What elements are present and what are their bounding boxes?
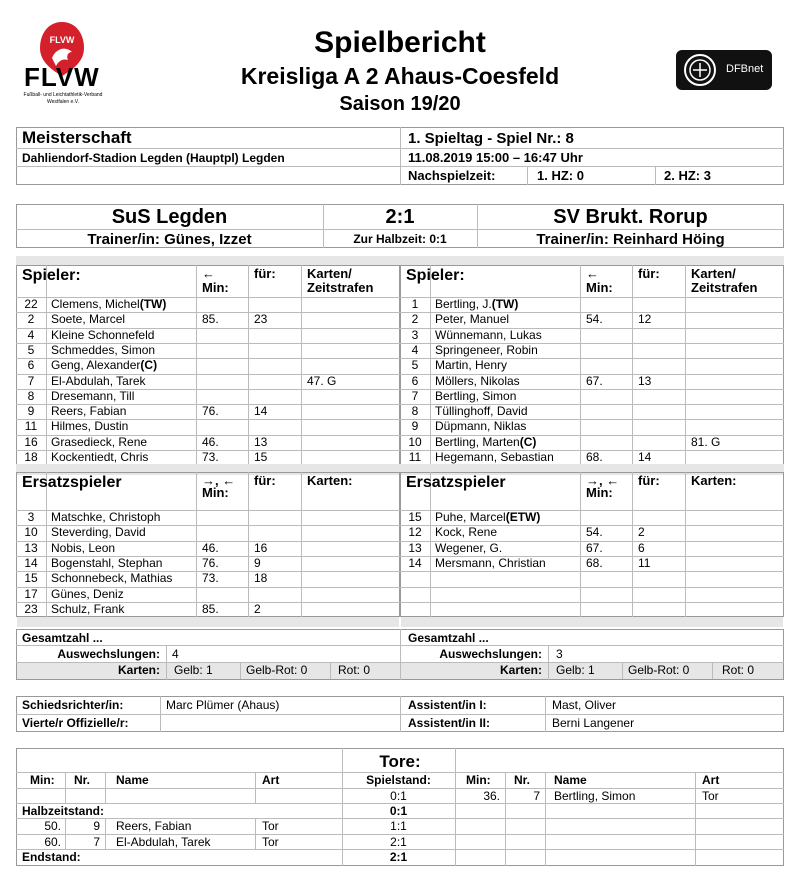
player-number: 23: [24, 601, 38, 616]
away-subs-heading: Ersatzspieler: [406, 474, 506, 491]
player-name: Matschke, Christoph: [51, 510, 161, 524]
player-name: Mersmann, Christian: [435, 555, 546, 570]
player-name-cell: [435, 389, 516, 404]
home-total-label: Gesamtzahl ...: [22, 631, 103, 645]
player-name-cell: [435, 297, 518, 312]
player-name: Puhe, Marcel: [435, 510, 506, 524]
card-entry: 47. G: [307, 373, 337, 388]
player-name: Bertling, Simon: [435, 388, 517, 403]
away-players-heading: Spieler:: [406, 267, 465, 284]
player-role-tag: (TW): [139, 297, 167, 311]
home-goal-nr: 7: [93, 835, 100, 849]
home-cards-label: Karten:: [117, 663, 160, 677]
player-name: Wegener, G.: [435, 540, 503, 555]
home-subs-label: Auswechslungen:: [57, 647, 160, 661]
player-number: 13: [408, 540, 422, 555]
player-name: Nobis, Leon: [51, 540, 116, 555]
player-number: 6: [27, 358, 35, 373]
substitution-minute: 68.: [586, 555, 603, 570]
player-name: Reers, Fabian: [51, 404, 127, 419]
player-name: Kleine Schonnefeld: [51, 327, 155, 342]
substituted-for: 18: [254, 571, 268, 586]
player-name: Kock, Rene: [435, 525, 498, 540]
dfbnet-logo-text: DFBnet: [726, 63, 764, 75]
home-goal-min: 60.: [44, 835, 61, 849]
away-for-header: für:: [638, 473, 660, 488]
stoppage-label: Nachspielzeit:: [408, 168, 496, 183]
competition: Meisterschaft: [22, 128, 132, 147]
home-cards-subheader: Zeitstrafen: [307, 280, 374, 295]
player-name-cell: [435, 404, 528, 419]
final-score: 2:1: [385, 206, 415, 228]
fourth-official-label: Vierte/r Offizielle/r:: [22, 716, 129, 730]
goal-col-nr: Nr.: [74, 773, 91, 787]
home-goal-name: El-Abdulah, Tarek: [116, 835, 211, 849]
player-name: El-Abdulah, Tarek: [51, 373, 146, 388]
player-number: 11: [24, 419, 38, 434]
away-goal-type: Tor: [702, 789, 719, 803]
away-coach: Trainer/in: Reinhard Höing: [536, 231, 725, 248]
player-number: 7: [411, 388, 419, 403]
home-goal-min: 50.: [44, 819, 61, 833]
player-role-tag: (C): [140, 358, 158, 373]
player-name: Bertling, Marten: [435, 434, 520, 449]
home-for-header: für:: [254, 266, 276, 281]
substituted-for: 16: [254, 540, 268, 555]
away-cards-header: Karten/: [691, 266, 736, 281]
player-name-cell: [51, 435, 147, 450]
assistant2-name: Berni Langener: [552, 716, 635, 730]
player-name-cell: [435, 312, 509, 327]
stoppage-ht2: 2. HZ: 3: [664, 168, 711, 183]
player-name: Peter, Manuel: [435, 312, 510, 327]
away-cards-subheader: Zeitstrafen: [691, 280, 758, 295]
home-red: Rot: 0: [338, 663, 371, 677]
player-name: Hilmes, Dustin: [51, 419, 129, 434]
player-name: Bogenstahl, Stephan: [51, 555, 163, 570]
player-number: 3: [411, 327, 419, 342]
goal-col-type: Art: [262, 773, 280, 787]
match-datetime: 11.08.2019 15:00 – 16:47 Uhr: [408, 150, 583, 165]
player-number: 15: [24, 571, 38, 586]
player-name: Geng, Alexander: [51, 358, 141, 373]
flvw-logo-text: FLVW: [24, 62, 100, 92]
player-name-cell: [435, 435, 536, 450]
away-team: SV Brukt. Rorup: [553, 206, 708, 228]
goal-col-name-away: Name: [554, 773, 587, 787]
substituted-for: 15: [254, 450, 268, 464]
assistant2-label: Assistent/in II:: [408, 716, 491, 730]
player-role-tag: (ETW): [505, 510, 541, 524]
player-name: Schonnebeck, Mathias: [51, 571, 173, 586]
home-goal-score: 2:1: [390, 835, 407, 849]
assistant1-label: Assistent/in I:: [408, 698, 487, 712]
season-title: Saison 19/20: [339, 93, 461, 115]
player-name-cell: [435, 374, 520, 389]
substituted-for: 2: [638, 525, 645, 540]
away-goal-name: Bertling, Simon: [554, 789, 636, 803]
player-number: 14: [24, 555, 38, 570]
player-name: Schulz, Frank: [51, 601, 125, 616]
substituted-for: 2: [254, 601, 261, 616]
player-name: Wünnemann, Lukas: [435, 327, 542, 342]
player-name: Martin, Henry: [435, 358, 508, 373]
player-number: 2: [411, 312, 419, 327]
player-name-cell: [435, 556, 546, 571]
player-number: 12: [408, 525, 422, 540]
goal-col-name: Name: [116, 773, 149, 787]
player-name: Bertling, J.: [435, 297, 492, 311]
referee-name: Marc Plümer (Ahaus): [166, 698, 280, 712]
substituted-for: 12: [638, 312, 652, 327]
away-min-header: Min:: [586, 485, 613, 500]
player-name-cell: [51, 374, 146, 389]
player-name-cell: [51, 525, 146, 540]
player-name-cell: [51, 450, 148, 465]
player-name: Dresemann, Till: [51, 388, 135, 403]
goal-col-min-away: Min:: [466, 773, 491, 787]
player-number: 10: [408, 434, 422, 449]
substitution-minute: 46.: [202, 434, 219, 449]
substituted-for: 14: [254, 404, 268, 419]
player-name: Grasedieck, Rene: [51, 434, 148, 449]
page-title: Spielbericht: [314, 26, 486, 59]
home-goal-name: Reers, Fabian: [116, 819, 192, 833]
substitution-minute: 67.: [586, 373, 603, 388]
stoppage-ht1: 1. HZ: 0: [537, 168, 584, 183]
home-players-heading: Spieler:: [22, 267, 81, 284]
substitution-minute: 54.: [586, 312, 603, 327]
assistant1-name: Mast, Oliver: [552, 698, 617, 712]
player-number: 14: [408, 555, 422, 570]
player-name: Soete, Marcel: [51, 312, 126, 327]
player-name-cell: [435, 510, 540, 525]
player-name-cell: [435, 343, 538, 358]
player-number: 17: [24, 586, 38, 601]
home-team: SuS Legden: [111, 206, 228, 228]
substitution-minute: 67.: [586, 540, 603, 555]
away-for-header: für:: [638, 266, 660, 281]
substituted-for: 23: [254, 312, 268, 327]
home-min-header: Min:: [202, 280, 229, 295]
away-subs-count: 3: [556, 647, 563, 661]
player-number: 16: [24, 434, 38, 449]
away-goal-nr: 7: [533, 789, 540, 803]
player-name-cell: [51, 389, 134, 404]
halftime-label: Halbzeitstand:: [22, 804, 105, 818]
home-yellow: Gelb: 1: [174, 663, 213, 677]
player-number: 3: [27, 510, 35, 524]
halftime-score: Zur Halbzeit: 0:1: [353, 232, 447, 246]
player-name-cell: [51, 419, 128, 434]
substituted-for: 9: [254, 555, 261, 570]
player-name-cell: [51, 571, 172, 586]
player-name: Tüllinghoff, David: [435, 404, 528, 419]
home-goal-nr: 9: [93, 819, 100, 833]
player-name-cell: [51, 587, 124, 602]
home-cards-header: Karten/: [307, 266, 352, 281]
player-number: 11: [408, 450, 422, 464]
goal-col-min: Min:: [30, 773, 55, 787]
player-number: 5: [411, 358, 419, 373]
away-yellow: Gelb: 1: [556, 663, 595, 677]
player-name-cell: [51, 328, 154, 343]
away-cards-label: Karten:: [499, 663, 542, 677]
substitution-minute: 76.: [202, 555, 219, 570]
substituted-for: 14: [638, 450, 652, 464]
player-name-cell: [51, 404, 126, 419]
venue: Dahliendorf-Stadion Legden (Hauptpl) Legden: [22, 151, 285, 165]
substitution-minute: 54.: [586, 525, 603, 540]
player-name: Clemens, Michel: [51, 297, 140, 311]
final-label: Endstand:: [22, 850, 81, 864]
flvw-logo-sub2: Westfalen e.V.: [47, 99, 79, 105]
player-name-cell: [435, 525, 497, 540]
player-name: Möllers, Nikolas: [435, 373, 520, 388]
player-name-cell: [51, 297, 166, 312]
home-yellow-red: Gelb-Rot: 0: [246, 663, 308, 677]
dfbnet-logo: [676, 50, 772, 90]
substitution-minute: 85.: [202, 312, 219, 327]
player-number: 18: [24, 450, 38, 464]
player-name: Düpmann, Niklas: [435, 419, 527, 434]
goal-col-nr-away: Nr.: [514, 773, 531, 787]
svg-text:FLVW: FLVW: [49, 35, 75, 45]
away-goal-min: 36.: [483, 789, 500, 803]
player-number: 6: [411, 373, 419, 388]
player-name-cell: [51, 541, 115, 556]
player-name-cell: [435, 419, 526, 434]
home-min-arrow: →, ←: [202, 473, 236, 488]
player-name-cell: [435, 450, 554, 465]
player-name-cell: [51, 556, 162, 571]
player-number: 4: [411, 342, 419, 357]
substitution-minute: 73.: [202, 571, 219, 586]
home-for-header: für:: [254, 473, 276, 488]
player-name: Hegemann, Sebastian: [435, 450, 554, 464]
player-name: Günes, Deniz: [51, 586, 124, 601]
player-number: 13: [24, 540, 38, 555]
substituted-for: 13: [254, 434, 268, 449]
player-name-cell: [51, 358, 157, 373]
substitution-minute: 73.: [202, 450, 219, 464]
away-min-arrow: →, ←: [586, 473, 620, 488]
home-cards-header: Karten:: [307, 473, 353, 488]
player-name-cell: [51, 343, 155, 358]
goal-col-score: Spielstand:: [366, 773, 431, 787]
player-name: Springeneer, Robin: [435, 342, 538, 357]
player-name-cell: [51, 312, 125, 327]
player-number: 5: [27, 342, 35, 357]
player-number: 9: [27, 404, 35, 419]
final-value: 2:1: [389, 850, 408, 864]
player-name-cell: [51, 602, 124, 617]
player-number: 22: [24, 297, 38, 311]
home-subs-heading: Ersatzspieler: [22, 474, 122, 491]
away-min-header: Min:: [586, 280, 613, 295]
away-min-arrow: ←: [586, 266, 599, 281]
player-name-cell: [435, 541, 502, 556]
home-min-header: Min:: [202, 485, 229, 500]
away-yellow-red: Gelb-Rot: 0: [628, 663, 690, 677]
substitution-minute: 46.: [202, 540, 219, 555]
away-subs-label: Auswechslungen:: [439, 647, 542, 661]
player-number: 1: [411, 297, 419, 311]
halftime-value: 0:1: [389, 804, 408, 818]
referee-label: Schiedsrichter/in:: [22, 698, 124, 712]
player-number: 8: [27, 388, 35, 403]
goal-score: 0:1: [390, 789, 407, 803]
home-goal-score: 1:1: [390, 819, 407, 833]
player-role-tag: (TW): [491, 297, 519, 311]
home-coach: Trainer/in: Günes, Izzet: [87, 231, 252, 248]
goal-col-type-away: Art: [702, 773, 720, 787]
player-name: Kockentiedt, Chris: [51, 450, 149, 464]
player-name: Schmeddes, Simon: [51, 342, 156, 357]
substitution-minute: 68.: [586, 450, 603, 464]
home-subs-count: 4: [172, 647, 179, 661]
substituted-for: 13: [638, 373, 652, 388]
player-number: 8: [411, 404, 419, 419]
player-number: 15: [408, 510, 422, 524]
away-cards-header: Karten:: [691, 473, 737, 488]
player-name-cell: [51, 510, 160, 525]
substituted-for: 6: [638, 540, 645, 555]
player-number: 9: [411, 419, 419, 434]
matchday: 1. Spieltag - Spiel Nr.: 8: [408, 130, 574, 147]
player-name-cell: [435, 358, 507, 373]
home-goal-type: Tor: [262, 819, 279, 833]
player-number: 10: [24, 525, 38, 540]
home-goal-type: Tor: [262, 835, 279, 849]
player-number: 7: [27, 373, 35, 388]
player-name: Steverding, David: [51, 525, 146, 540]
home-min-arrow: ←: [202, 266, 215, 281]
player-number: 4: [27, 327, 35, 342]
player-role-tag: (C): [519, 434, 537, 449]
player-name-cell: [435, 328, 542, 343]
goals-title: Tore:: [379, 752, 421, 771]
away-red: Rot: 0: [722, 663, 755, 677]
flvw-logo-sub1: Fußball- und Leichtathletik-Verband: [23, 92, 103, 98]
substitution-minute: 76.: [202, 404, 219, 419]
away-total-label: Gesamtzahl ...: [408, 631, 489, 645]
substituted-for: 11: [638, 555, 651, 570]
player-number: 2: [27, 312, 35, 327]
substitution-minute: 85.: [202, 601, 219, 616]
league-title: Kreisliga A 2 Ahaus-Coesfeld: [240, 63, 560, 89]
card-entry: 81. G: [691, 434, 721, 449]
